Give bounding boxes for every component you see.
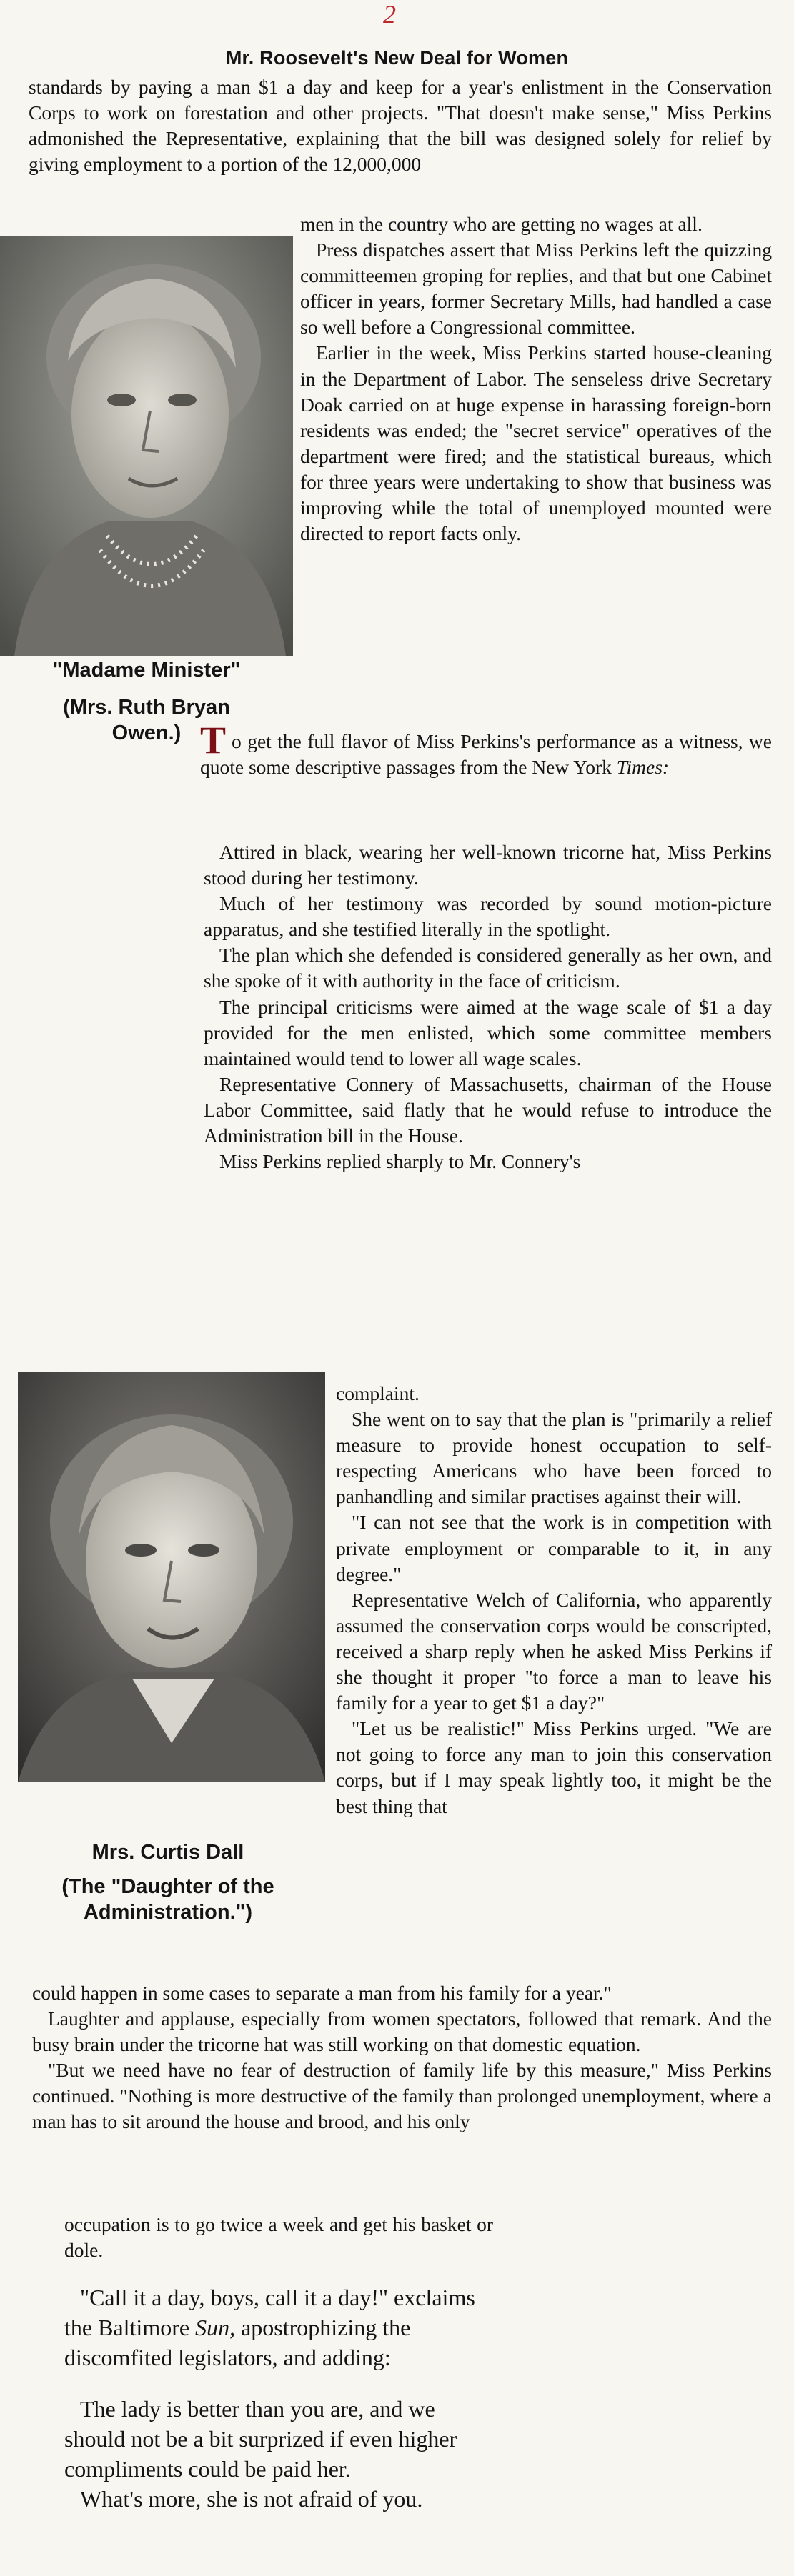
portrait-photo-dall — [18, 1372, 325, 1782]
portrait-dall-image — [18, 1372, 325, 1782]
quote-attire: Attired in black, wearing her well-known tricorne hat, Miss Perkins stood during her testimony. — [204, 841, 772, 889]
quote-dole-block — [64, 2212, 493, 2263]
portrait-photo-owen — [0, 236, 293, 656]
sun-name: Sun, — [195, 2315, 236, 2340]
quote-welch: Representative Welch of California, who apparently assumed the conservation corps would be conscripted, received a sharp reply when he asked Miss Perkins if she thought it proper "to force a man to leave his family for a year to get $1 a day?" — [336, 1588, 772, 1714]
caption-dall — [0, 1839, 336, 1925]
drop-cap-t: T — [200, 719, 227, 762]
sun-quote-afraid: What's more, she is not afraid of you. — [80, 2486, 423, 2512]
paragraph-house-cleaning: Earlier in the week, Miss Perkins started house-cleaning in the Department of Labor. The senseless drive Secretary Doak carried on at huge expense in harassing foreign-born residents was ended; the "secret service" operatives of the department were fired; and the statistical bureaus, which for three years were undertaking to show that business was improving while the total of unemployed mounted were directed to report facts only. — [300, 341, 772, 545]
column-right-1 — [300, 211, 772, 546]
quote-family: "But we need have no fear of destruction of family life by this measure," Miss Perkins continued. "Nothing is more destructive of the family than prolonged unemployment, where a man has to sit around the house and brood, and his only — [32, 2059, 772, 2133]
portrait-owen-image — [0, 236, 293, 656]
quote-laughter: Laughter and applause, especially from women spectators, followed that remark. And the busy brain under the tricorne hat was still working on that domestic equation. — [32, 2007, 772, 2056]
quoted-passages — [204, 839, 772, 1174]
quote-competition: "I can not see that the work is in competition with private employment or comparable to it, in any degree." — [336, 1511, 772, 1585]
quoted-passages-cont — [336, 1381, 772, 1819]
quote-relief-measure: She went on to say that the plan is "primarily a relief measure to provide honest occupation to self-respecting Americans who have been forced to panhandling and similar practises against their will. — [336, 1408, 772, 1508]
quote-complaint: complaint. — [336, 1382, 420, 1404]
flavor-text: o get the full flavor of Miss Perkins's performance as a witness, we quote some descriptive passages from the New York — [200, 730, 772, 779]
quote-reply: Miss Perkins replied sharply to Mr. Connery's — [219, 1150, 581, 1173]
paragraph-dispatches: Press dispatches assert that Miss Perkins left the quizzing committeemen groping for replies, and that but one Cabinet officer in years, former Secretary Mills, had handled a case so well before a Congressional committee. — [300, 239, 772, 339]
quote-realistic: "Let us be realistic!" Miss Perkins urged. "We are not going to force any man to join this conservation corps, but if I may speak lightly too, it might be the best thing that — [336, 1717, 772, 1817]
page-number: 2 — [383, 0, 396, 29]
caption-dall-title-cont: Administration.") — [83, 1901, 253, 1924]
flavor-times: Times: — [616, 756, 670, 779]
caption-owen-title: "Madame Minister" — [52, 659, 241, 682]
baltimore-sun-section — [64, 2282, 493, 2514]
flavor-paragraph — [200, 719, 772, 780]
quote-realistic-cont: could happen in some cases to separate a man from his family for a year." — [32, 1982, 612, 2004]
opening-text-cont: men in the country who are getting no wages at all. — [300, 213, 703, 235]
sun-intro: "Call it a day, boys, call it a day!" exclaims the Baltimore Sun, apostrophizing the discomfited legislators, and adding: — [64, 2285, 475, 2370]
quote-plan: The plan which she defended is considered generally as her own, and she spoke of it with authority in the face of criticism. — [204, 944, 772, 992]
caption-owen-name: (Mrs. Ruth Bryan — [63, 696, 230, 719]
quote-connery: Representative Connery of Massachusetts, chairman of the House Labor Committee, said flatly that he would refuse to introduce the Administration bill in the House. — [204, 1072, 772, 1147]
opening-paragraph — [29, 74, 772, 177]
sun-quote-lady: The lady is better than you are, and we should not be a bit surprized if even higher compliments could be paid her. — [64, 2396, 457, 2482]
running-head: Mr. Roosevelt's New Deal for Women — [225, 47, 569, 69]
quote-dole: occupation is to go twice a week and get his basket or dole. — [64, 2213, 493, 2262]
caption-owen-name-cont: Owen.) — [111, 722, 182, 744]
opening-text: standards by paying a man $1 a day and keep for a year's enlistment in the Conservation Corps to work on forestation and other projects. "That doesn't make sense," Miss Perkins admonished the Representative, explaining that the bill was designed solely for relief by giving employment to a portion of the 12,000,000 — [29, 76, 772, 176]
caption-dall-title: (The "Daughter of the — [61, 1875, 274, 1898]
quoted-passages-end — [32, 1980, 772, 2135]
caption-dall-name: Mrs. Curtis Dall — [91, 1841, 244, 1864]
quote-recorded: Much of her testimony was recorded by sound motion-picture apparatus, and she testified literally in the spotlight. — [204, 892, 772, 941]
quote-criticisms: The principal criticisms were aimed at the wage scale of $1 a day provided for the men enlisted, which some committee members maintained would tend to lower all wage scales. — [204, 995, 772, 1069]
